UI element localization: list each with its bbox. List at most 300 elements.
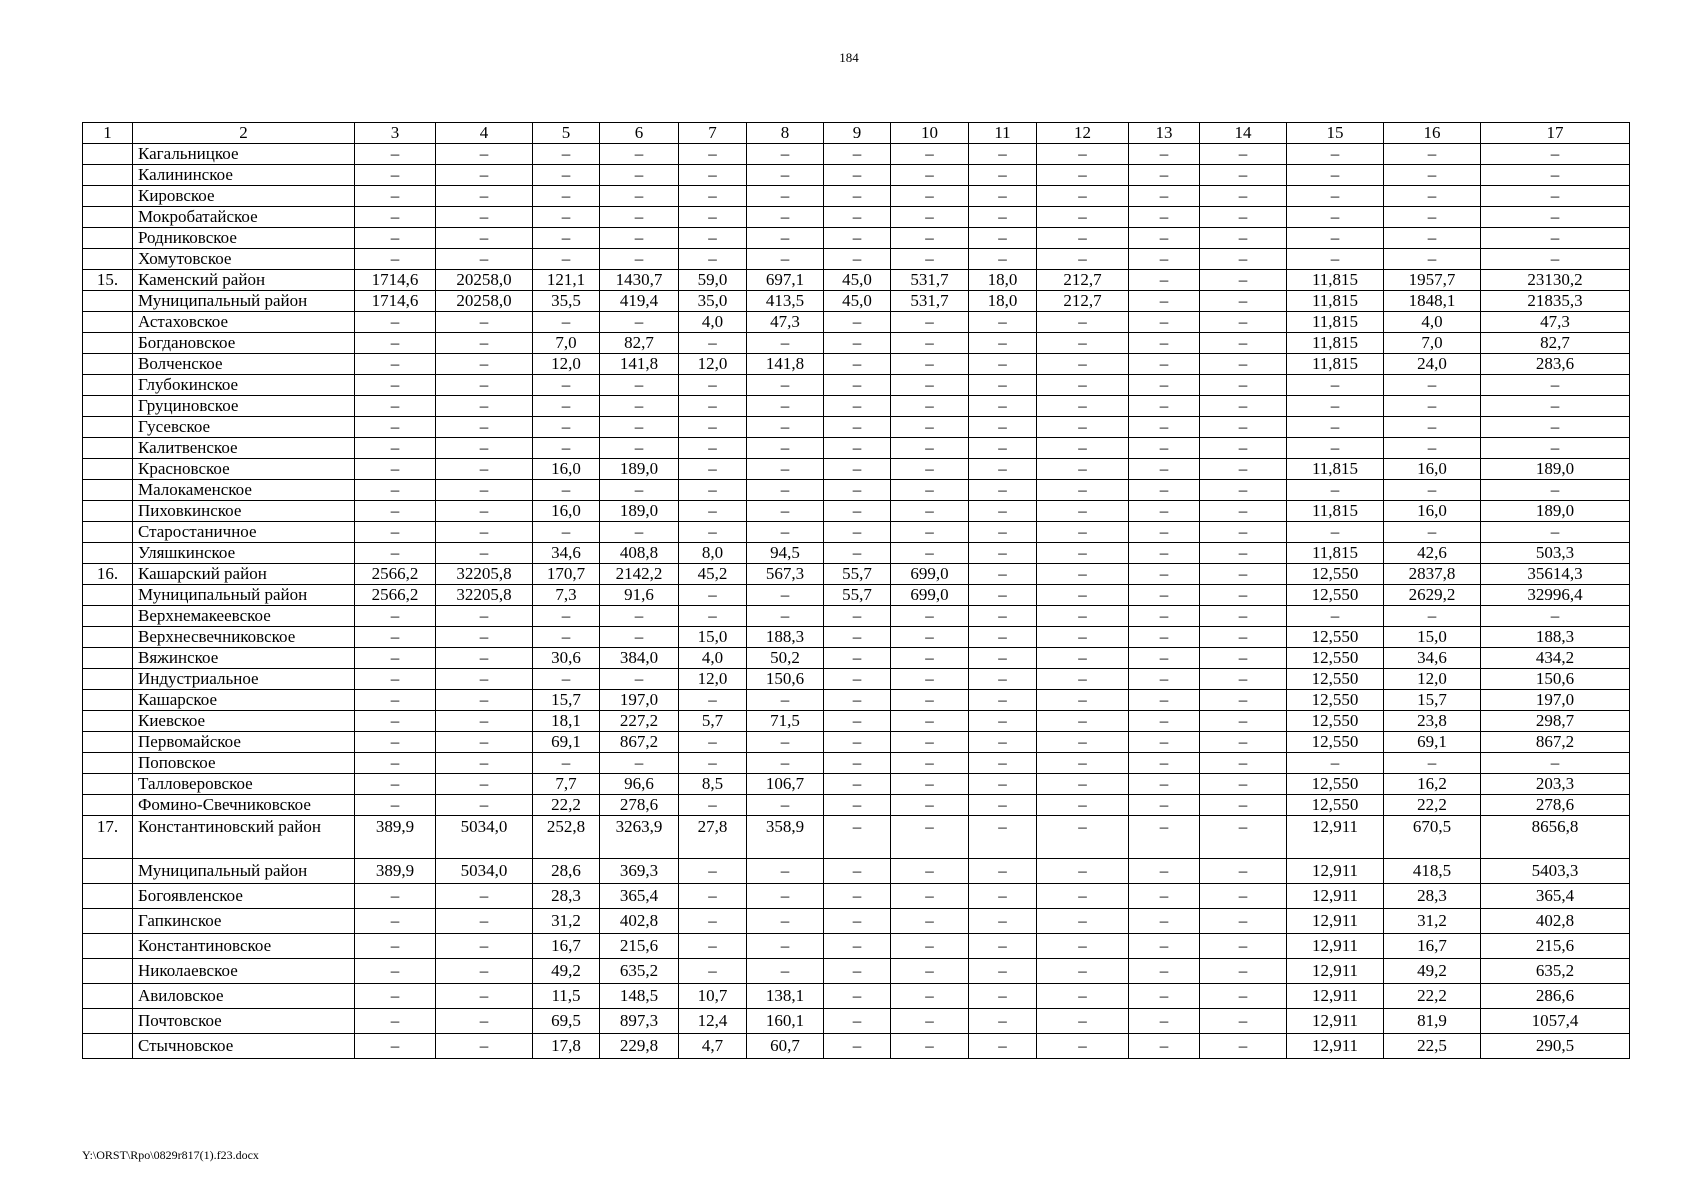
value-cell: 45,2 — [679, 564, 747, 585]
table-row — [83, 312, 1630, 333]
value-cell: – — [747, 207, 824, 228]
value-cell: – — [1129, 417, 1200, 438]
value-cell: – — [1129, 816, 1200, 859]
value-cell: – — [1200, 396, 1287, 417]
value-cell: – — [436, 438, 533, 459]
value-cell: – — [436, 312, 533, 333]
value-cell: 12,911 — [1287, 859, 1384, 884]
value-cell: – — [436, 396, 533, 417]
settlement-name-cell: Авиловское — [133, 984, 355, 1009]
value-cell: – — [891, 884, 969, 909]
value-cell: – — [1481, 144, 1630, 165]
value-cell: 21835,3 — [1481, 291, 1630, 312]
value-cell: – — [1129, 480, 1200, 501]
value-cell: – — [969, 648, 1037, 669]
value-cell: – — [533, 669, 600, 690]
settlement-name-cell: Муниципальный район — [133, 585, 355, 606]
table-row — [83, 459, 1630, 480]
value-cell: 11,815 — [1287, 543, 1384, 564]
value-cell: – — [355, 207, 436, 228]
value-cell: – — [436, 333, 533, 354]
value-cell: – — [1129, 522, 1200, 543]
table-row — [83, 984, 1630, 1009]
value-cell: – — [355, 375, 436, 396]
settlement-name-cell: Родниковское — [133, 228, 355, 249]
value-cell: 12,911 — [1287, 816, 1384, 859]
value-cell: – — [824, 795, 891, 816]
value-cell: – — [1200, 438, 1287, 459]
value-cell: – — [1129, 354, 1200, 375]
value-cell: – — [436, 648, 533, 669]
value-cell: 12,911 — [1287, 1034, 1384, 1059]
value-cell: 5034,0 — [436, 859, 533, 884]
value-cell: – — [891, 459, 969, 480]
value-cell: 12,550 — [1287, 711, 1384, 732]
settlement-name-cell: Малокаменское — [133, 480, 355, 501]
value-cell: – — [436, 884, 533, 909]
row-number-cell — [83, 627, 133, 648]
row-number-cell: 15. — [83, 270, 133, 291]
settlement-name-cell: Каменский район — [133, 270, 355, 291]
value-cell: – — [1037, 228, 1129, 249]
value-cell: – — [824, 396, 891, 417]
value-cell: – — [1384, 144, 1481, 165]
value-cell: – — [1037, 564, 1129, 585]
table-row — [83, 270, 1630, 291]
value-cell: – — [1200, 417, 1287, 438]
value-cell: – — [436, 354, 533, 375]
value-cell: – — [1481, 375, 1630, 396]
value-cell: – — [679, 375, 747, 396]
value-cell: – — [969, 909, 1037, 934]
value-cell: – — [747, 690, 824, 711]
value-cell: – — [1200, 795, 1287, 816]
value-cell: – — [824, 522, 891, 543]
value-cell: – — [824, 711, 891, 732]
value-cell: – — [679, 144, 747, 165]
value-cell: 4,0 — [679, 312, 747, 333]
settlement-name-cell: Николаевское — [133, 959, 355, 984]
value-cell: – — [1037, 459, 1129, 480]
settlement-name-cell: Груциновское — [133, 396, 355, 417]
value-cell: 20258,0 — [436, 291, 533, 312]
value-cell: – — [1200, 959, 1287, 984]
value-cell: – — [1200, 884, 1287, 909]
value-cell: – — [355, 795, 436, 816]
value-cell: – — [679, 859, 747, 884]
table-row — [83, 648, 1630, 669]
value-cell: – — [679, 884, 747, 909]
value-cell: 81,9 — [1384, 1009, 1481, 1034]
value-cell: – — [1037, 627, 1129, 648]
value-cell: 8656,8 — [1481, 816, 1630, 859]
value-cell: – — [436, 1009, 533, 1034]
value-cell: – — [533, 249, 600, 270]
value-cell: – — [1481, 207, 1630, 228]
value-cell: 55,7 — [824, 585, 891, 606]
value-cell: – — [1037, 543, 1129, 564]
value-cell: – — [1129, 732, 1200, 753]
value-cell: – — [355, 228, 436, 249]
value-cell: – — [600, 522, 679, 543]
value-cell: 12,0 — [1384, 669, 1481, 690]
value-cell: – — [1384, 753, 1481, 774]
value-cell: 121,1 — [533, 270, 600, 291]
value-cell: – — [1200, 909, 1287, 934]
row-number-cell — [83, 333, 133, 354]
value-cell: – — [891, 144, 969, 165]
value-cell: – — [1200, 1009, 1287, 1034]
value-cell: 11,815 — [1287, 333, 1384, 354]
value-cell: 5,7 — [679, 711, 747, 732]
value-cell: 12,911 — [1287, 909, 1384, 934]
value-cell: – — [1129, 1009, 1200, 1034]
value-cell: – — [747, 585, 824, 606]
table-row — [83, 354, 1630, 375]
value-cell: – — [891, 934, 969, 959]
settlement-name-cell: Красновское — [133, 459, 355, 480]
value-cell: – — [824, 207, 891, 228]
value-cell: 69,1 — [533, 732, 600, 753]
value-cell: – — [1129, 396, 1200, 417]
value-cell: – — [891, 816, 969, 859]
value-cell: 402,8 — [1481, 909, 1630, 934]
value-cell: 69,5 — [533, 1009, 600, 1034]
value-cell: 189,0 — [1481, 501, 1630, 522]
table-row — [83, 144, 1630, 165]
value-cell: 278,6 — [600, 795, 679, 816]
value-cell: – — [1037, 816, 1129, 859]
settlement-name-cell: Муниципальный район — [133, 291, 355, 312]
row-number-cell — [83, 144, 133, 165]
column-number-1: 1 — [83, 123, 133, 144]
value-cell: 5403,3 — [1481, 859, 1630, 884]
table-row — [83, 543, 1630, 564]
value-cell: – — [679, 165, 747, 186]
value-cell: – — [969, 934, 1037, 959]
table-row — [83, 333, 1630, 354]
settlement-name-cell: Кашарское — [133, 690, 355, 711]
value-cell: – — [436, 459, 533, 480]
settlement-name-cell: Индустриальное — [133, 669, 355, 690]
row-number-cell — [83, 354, 133, 375]
value-cell: 15,7 — [1384, 690, 1481, 711]
row-number-cell — [83, 417, 133, 438]
value-cell: 18,1 — [533, 711, 600, 732]
value-cell: – — [1384, 522, 1481, 543]
value-cell: – — [1481, 228, 1630, 249]
value-cell: – — [1037, 774, 1129, 795]
value-cell: 278,6 — [1481, 795, 1630, 816]
value-cell: – — [824, 333, 891, 354]
value-cell: 18,0 — [969, 270, 1037, 291]
row-number-cell: 17. — [83, 816, 133, 859]
value-cell: – — [355, 522, 436, 543]
row-number-cell — [83, 480, 133, 501]
value-cell: – — [1384, 228, 1481, 249]
value-cell: 4,0 — [679, 648, 747, 669]
value-cell: – — [969, 459, 1037, 480]
table-row — [83, 627, 1630, 648]
value-cell: 45,0 — [824, 270, 891, 291]
table-row — [83, 585, 1630, 606]
value-cell: – — [1287, 396, 1384, 417]
value-cell: – — [824, 934, 891, 959]
value-cell: – — [1200, 774, 1287, 795]
value-cell: – — [969, 144, 1037, 165]
value-cell: – — [824, 909, 891, 934]
value-cell: 16,7 — [1384, 934, 1481, 959]
value-cell: 12,550 — [1287, 795, 1384, 816]
value-cell: 34,6 — [1384, 648, 1481, 669]
value-cell: 1430,7 — [600, 270, 679, 291]
value-cell: – — [436, 480, 533, 501]
value-cell: 49,2 — [1384, 959, 1481, 984]
value-cell: 31,2 — [533, 909, 600, 934]
row-number-cell — [83, 732, 133, 753]
value-cell: 24,0 — [1384, 354, 1481, 375]
value-cell: – — [824, 648, 891, 669]
value-cell: – — [1481, 396, 1630, 417]
value-cell: 42,6 — [1384, 543, 1481, 564]
value-cell: 23,8 — [1384, 711, 1481, 732]
value-cell: – — [747, 501, 824, 522]
settlement-name-cell: Константиновское — [133, 934, 355, 959]
value-cell: – — [436, 959, 533, 984]
settlement-name-cell: Калининское — [133, 165, 355, 186]
value-cell: 3263,9 — [600, 816, 679, 859]
value-cell: – — [969, 669, 1037, 690]
value-cell: – — [1037, 480, 1129, 501]
value-cell: – — [1200, 186, 1287, 207]
settlement-name-cell: Талловеровское — [133, 774, 355, 795]
value-cell: – — [436, 690, 533, 711]
table-row — [83, 438, 1630, 459]
row-number-cell — [83, 186, 133, 207]
value-cell: – — [1200, 669, 1287, 690]
value-cell: – — [1037, 585, 1129, 606]
value-cell: – — [969, 417, 1037, 438]
value-cell: 150,6 — [747, 669, 824, 690]
value-cell: – — [1129, 333, 1200, 354]
value-cell: 32205,8 — [436, 585, 533, 606]
value-cell: – — [969, 1034, 1037, 1059]
value-cell: – — [679, 522, 747, 543]
value-cell: – — [436, 774, 533, 795]
value-cell: – — [355, 144, 436, 165]
value-cell: – — [1384, 480, 1481, 501]
value-cell: 12,550 — [1287, 732, 1384, 753]
value-cell: – — [1200, 501, 1287, 522]
value-cell: – — [891, 909, 969, 934]
value-cell: – — [679, 606, 747, 627]
table-row — [83, 186, 1630, 207]
value-cell: – — [600, 606, 679, 627]
column-number-12: 12 — [1037, 123, 1129, 144]
value-cell: – — [1384, 249, 1481, 270]
value-cell: – — [969, 859, 1037, 884]
value-cell: – — [533, 396, 600, 417]
value-cell: – — [824, 1034, 891, 1059]
value-cell: – — [436, 543, 533, 564]
value-cell: – — [1129, 753, 1200, 774]
row-number-cell — [83, 909, 133, 934]
value-cell: 31,2 — [1384, 909, 1481, 934]
settlement-name-cell: Верхнемакеевское — [133, 606, 355, 627]
table-row — [83, 249, 1630, 270]
value-cell: 189,0 — [600, 459, 679, 480]
value-cell: – — [1129, 438, 1200, 459]
value-cell: – — [969, 228, 1037, 249]
table-row — [83, 774, 1630, 795]
row-number-cell — [83, 711, 133, 732]
value-cell: – — [969, 522, 1037, 543]
value-cell: 12,550 — [1287, 627, 1384, 648]
value-cell: – — [969, 690, 1037, 711]
value-cell: – — [969, 480, 1037, 501]
table-row — [83, 816, 1630, 859]
table-row — [83, 396, 1630, 417]
value-cell: – — [969, 959, 1037, 984]
value-cell: – — [1200, 816, 1287, 859]
value-cell: 20258,0 — [436, 270, 533, 291]
value-cell: – — [824, 669, 891, 690]
value-cell: – — [436, 228, 533, 249]
value-cell: – — [1200, 144, 1287, 165]
value-cell: – — [1481, 438, 1630, 459]
value-cell: – — [1129, 627, 1200, 648]
value-cell: – — [533, 417, 600, 438]
value-cell: – — [1037, 417, 1129, 438]
value-cell: – — [747, 375, 824, 396]
value-cell: – — [355, 627, 436, 648]
value-cell: 8,0 — [679, 543, 747, 564]
value-cell: – — [1037, 312, 1129, 333]
table-row — [83, 522, 1630, 543]
value-cell: – — [679, 396, 747, 417]
value-cell: – — [1037, 249, 1129, 270]
value-cell: 12,4 — [679, 1009, 747, 1034]
value-cell: – — [1200, 543, 1287, 564]
value-cell: – — [969, 585, 1037, 606]
value-cell: – — [824, 690, 891, 711]
value-cell: 298,7 — [1481, 711, 1630, 732]
value-cell: – — [1200, 480, 1287, 501]
value-cell: – — [891, 959, 969, 984]
value-cell: – — [1200, 934, 1287, 959]
column-number-13: 13 — [1129, 123, 1200, 144]
value-cell: – — [1287, 186, 1384, 207]
value-cell: – — [1129, 144, 1200, 165]
value-cell: 197,0 — [1481, 690, 1630, 711]
value-cell: 30,6 — [533, 648, 600, 669]
value-cell: 215,6 — [600, 934, 679, 959]
value-cell: – — [355, 1009, 436, 1034]
value-cell: 138,1 — [747, 984, 824, 1009]
value-cell: – — [1129, 690, 1200, 711]
value-cell: – — [679, 690, 747, 711]
value-cell: – — [600, 144, 679, 165]
value-cell: – — [969, 438, 1037, 459]
value-cell: – — [436, 795, 533, 816]
value-cell: – — [891, 543, 969, 564]
value-cell: 22,2 — [533, 795, 600, 816]
settlement-name-cell: Гапкинское — [133, 909, 355, 934]
value-cell: – — [891, 690, 969, 711]
value-cell: 567,3 — [747, 564, 824, 585]
value-cell: – — [747, 417, 824, 438]
value-cell: 4,0 — [1384, 312, 1481, 333]
value-cell: 160,1 — [747, 1009, 824, 1034]
value-cell: 69,1 — [1384, 732, 1481, 753]
value-cell: – — [355, 543, 436, 564]
value-cell: – — [355, 959, 436, 984]
value-cell: 11,815 — [1287, 354, 1384, 375]
value-cell: 55,7 — [824, 564, 891, 585]
row-number-cell — [83, 543, 133, 564]
value-cell: – — [891, 627, 969, 648]
settlement-name-cell: Астаховское — [133, 312, 355, 333]
row-number-cell — [83, 438, 133, 459]
value-cell: – — [1384, 396, 1481, 417]
value-cell: – — [747, 144, 824, 165]
settlement-name-cell: Богоявленское — [133, 884, 355, 909]
value-cell: – — [1129, 648, 1200, 669]
settlement-name-cell: Кировское — [133, 186, 355, 207]
value-cell: 402,8 — [600, 909, 679, 934]
value-cell: – — [1200, 753, 1287, 774]
value-cell: – — [679, 228, 747, 249]
value-cell: – — [679, 333, 747, 354]
value-cell: 22,2 — [1384, 984, 1481, 1009]
value-cell: 59,0 — [679, 270, 747, 291]
value-cell: – — [679, 249, 747, 270]
value-cell: 34,6 — [533, 543, 600, 564]
value-cell: 16,0 — [1384, 501, 1481, 522]
table-row — [83, 480, 1630, 501]
value-cell: – — [1481, 165, 1630, 186]
value-cell: – — [436, 417, 533, 438]
value-cell: 15,7 — [533, 690, 600, 711]
value-cell: – — [1037, 959, 1129, 984]
value-cell: – — [679, 501, 747, 522]
table-header — [83, 123, 1630, 144]
value-cell: – — [533, 228, 600, 249]
value-cell: 11,815 — [1287, 291, 1384, 312]
settlement-name-cell: Фомино-Свечниковское — [133, 795, 355, 816]
value-cell: – — [1129, 606, 1200, 627]
value-cell: – — [600, 375, 679, 396]
value-cell: 1714,6 — [355, 291, 436, 312]
value-cell: – — [1129, 375, 1200, 396]
settlement-name-cell: Калитвенское — [133, 438, 355, 459]
value-cell: – — [824, 459, 891, 480]
value-cell: – — [1200, 354, 1287, 375]
column-number-4: 4 — [436, 123, 533, 144]
value-cell: – — [891, 186, 969, 207]
value-cell: – — [355, 396, 436, 417]
table-row — [83, 1009, 1630, 1034]
value-cell: – — [824, 753, 891, 774]
value-cell: – — [533, 144, 600, 165]
value-cell: 16,0 — [1384, 459, 1481, 480]
value-cell: – — [1129, 165, 1200, 186]
value-cell: – — [891, 753, 969, 774]
value-cell: – — [1037, 606, 1129, 627]
value-cell: 28,6 — [533, 859, 600, 884]
value-cell: – — [891, 732, 969, 753]
value-cell: – — [436, 909, 533, 934]
